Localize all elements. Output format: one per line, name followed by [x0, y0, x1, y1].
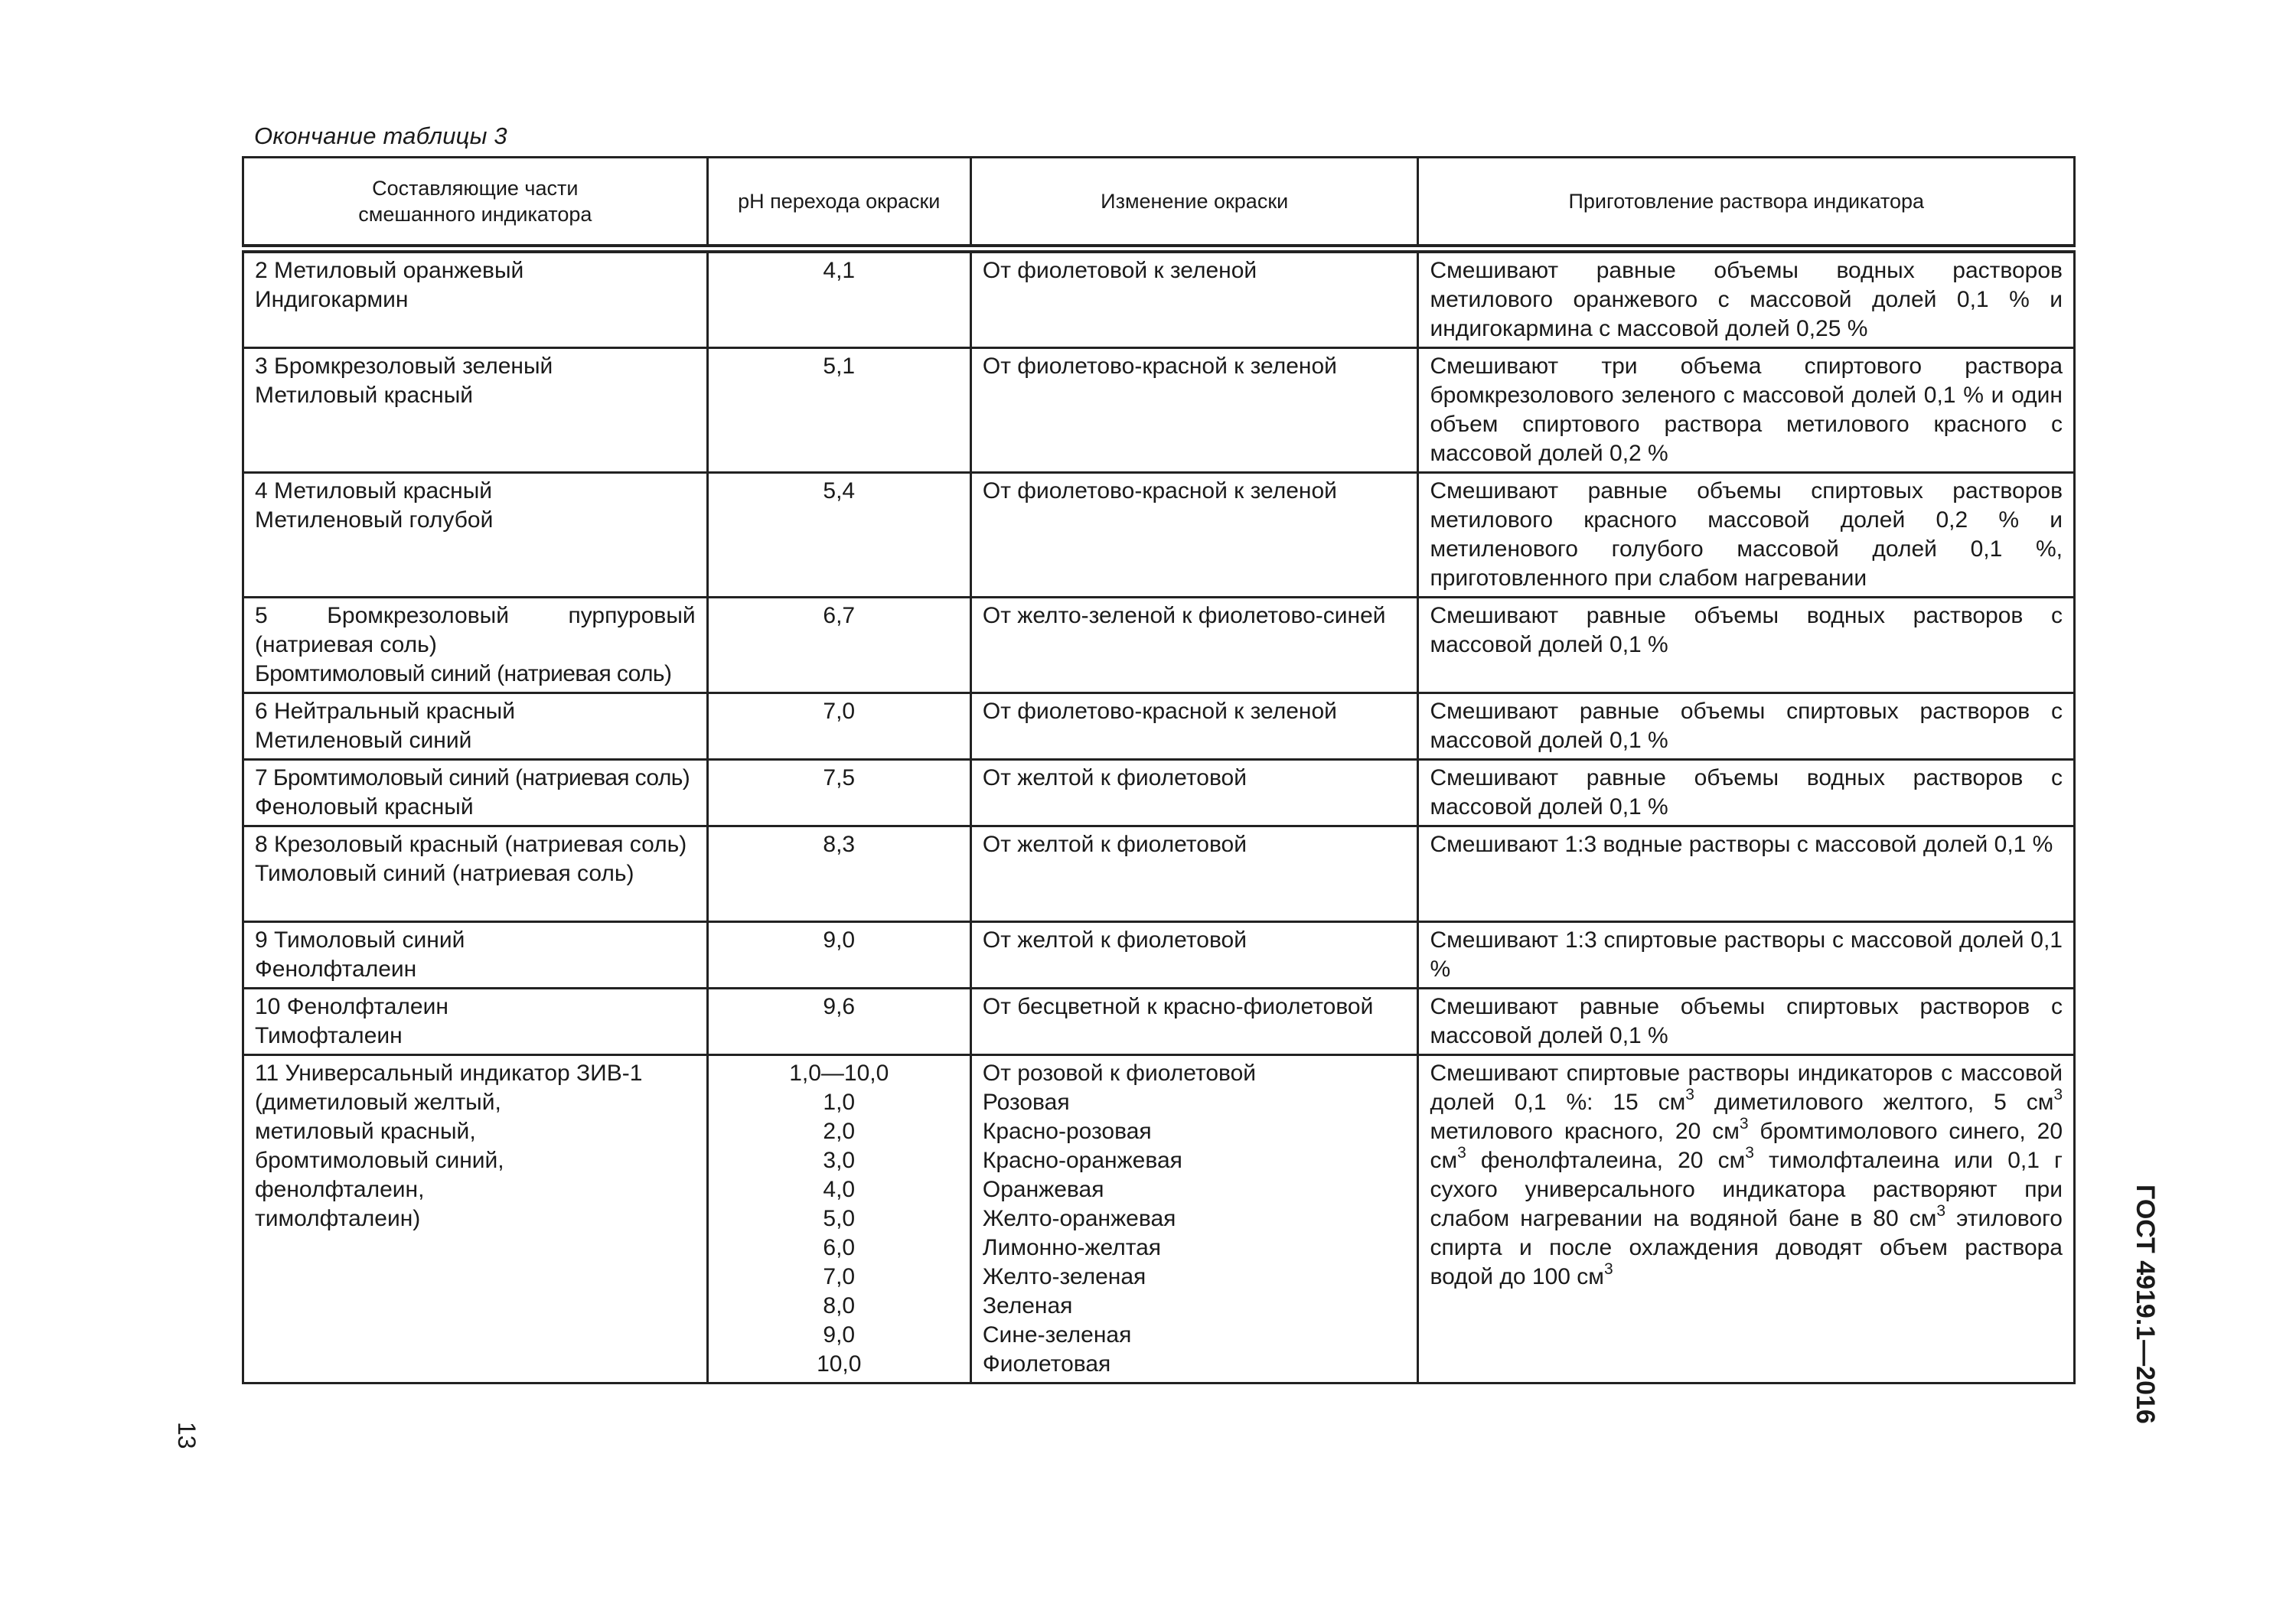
components-cell: 4 Метиловый красный Метиленовый голубой — [243, 473, 708, 598]
ph-cell: 7,0 — [707, 693, 970, 760]
table-row — [243, 922, 2075, 989]
header-preparation: Приготовление раствора индикатора — [1418, 158, 2075, 249]
table-row — [243, 989, 2075, 1055]
components-cell: 2 Метиловый оранжевый Индигокармин — [243, 249, 708, 348]
header-color-change: Изменение окраски — [970, 158, 1418, 249]
table-row — [243, 1055, 2075, 1383]
preparation-cell: Смешивают равные объемы спиртовых растворов с массовой долей 0,1 % — [1418, 989, 2075, 1055]
components-cell: 5 Бромкрезоловый пурпуровый (натриевая соль) Бромтимоловый синий (натриевая соль) — [243, 598, 708, 693]
table-row — [243, 348, 2075, 473]
color-change-cell: От бесцветной к красно-фиолетовой — [970, 989, 1418, 1055]
ph-cell: 4,1 — [707, 249, 970, 348]
color-change-cell: От фиолетово-красной к зеленой — [970, 348, 1418, 473]
table-row — [243, 693, 2075, 760]
ph-cell: 5,4 — [707, 473, 970, 598]
ph-cell: 6,7 — [707, 598, 970, 693]
table-header-row — [243, 158, 2075, 249]
ph-cell: 1,0—10,0 1,0 2,0 3,0 4,0 5,0 6,0 7,0 8,0 9,0 10,0 — [707, 1055, 970, 1383]
color-change-cell: От фиолетовой к зеленой — [970, 249, 1418, 348]
header-components: Составляющие части смешанного индикатора — [243, 158, 708, 249]
table-row — [243, 760, 2075, 826]
components-cell: 7 Бромтимоловый синий (натриевая соль) Феноловый красный — [243, 760, 708, 826]
preparation-cell: Смешивают 1:3 спиртовые растворы с массовой долей 0,1 % — [1418, 922, 2075, 989]
color-change-cell: От фиолетово-красной к зеленой — [970, 473, 1418, 598]
components-cell: 3 Бромкрезоловый зеленый Метиловый красный — [243, 348, 708, 473]
color-change-cell: От розовой к фиолетовой Розовая Красно-розовая Красно-оранжевая Оранжевая Желто-оранжевая Лимонно-желтая Желто-зеленая Зеленая Сине-зеленая Фиолетовая — [970, 1055, 1418, 1383]
table-row — [243, 826, 2075, 922]
color-change-cell: От фиолетово-красной к зеленой — [970, 693, 1418, 760]
preparation-cell: Смешивают 1:3 водные растворы с массовой долей 0,1 % — [1418, 826, 2075, 922]
components-cell: 8 Крезоловый красный (натриевая соль) Тимоловый синий (натриевая соль) — [243, 826, 708, 922]
ph-cell: 8,3 — [707, 826, 970, 922]
components-cell: 9 Тимоловый синий Фенолфталеин — [243, 922, 708, 989]
standard-code: ГОСТ 4919.1—2016 — [2131, 1185, 2160, 1424]
color-change-cell: От желто-зеленой к фиолетово-синей — [970, 598, 1418, 693]
table-row — [243, 249, 2075, 348]
ph-cell: 9,0 — [707, 922, 970, 989]
ph-cell: 5,1 — [707, 348, 970, 473]
color-change-cell: От желтой к фиолетовой — [970, 826, 1418, 922]
preparation-cell: Смешивают равные объемы спиртовых растворов метилового красного массовой долей 0,2 % и метиленового голубого массовой долей 0,1 %, приготовленного при слабом нагревании — [1418, 473, 2075, 598]
preparation-cell: Смешивают равные объемы водных растворов с массовой долей 0,1 % — [1418, 760, 2075, 826]
preparation-cell: Смешивают равные объемы водных растворов с массовой долей 0,1 % — [1418, 598, 2075, 693]
ph-cell: 7,5 — [707, 760, 970, 826]
indicator-table — [242, 156, 2076, 1384]
color-change-cell: От желтой к фиолетовой — [970, 760, 1418, 826]
page-number: 13 — [173, 1422, 201, 1449]
table-caption: Окончание таблицы 3 — [254, 122, 507, 149]
table-row — [243, 598, 2075, 693]
preparation-cell: Смешивают равные объемы спиртовых растворов с массовой долей 0,1 % — [1418, 693, 2075, 760]
preparation-cell: Смешивают равные объемы водных растворов метилового оранжевого с массовой долей 0,1 % и индигокармина с массовой долей 0,25 % — [1418, 249, 2075, 348]
table-row — [243, 473, 2075, 598]
color-change-cell: От желтой к фиолетовой — [970, 922, 1418, 989]
preparation-cell: Смешивают спиртовые растворы индикаторов с массовой долей 0,1 %: 15 $см^3$ диметилового желтого, 5 $см^3$ метилового красного, 20 $см^3$ бромтимолового синего, 20 $см^3$ фенолфталеина, 20 $см^3$ тимолфталеина или 0,1 г сухого универсального индикатора растворяют при слабом нагревании на водяной бане в 80 $см^3$ этилового спирта и после охлаждения доводят объем раствора водой до 100 $см^3$ — [1418, 1055, 2075, 1383]
components-cell: 6 Нейтральный красный Метиленовый синий — [243, 693, 708, 760]
ph-cell: 9,6 — [707, 989, 970, 1055]
preparation-cell: Смешивают три объема спиртового раствора бромкрезолового зеленого с массовой долей 0,1 % и один объем спиртового раствора метилового красного с массовой долей 0,2 % — [1418, 348, 2075, 473]
header-ph: рН перехода окраски — [707, 158, 970, 249]
components-cell: 10 Фенолфталеин Тимофталеин — [243, 989, 708, 1055]
components-cell: 11 Универсальный индикатор ЗИВ-1 (диметиловый желтый, метиловый красный, бромтимоловый синий, фенолфталеин, тимолфталеин) — [243, 1055, 708, 1383]
